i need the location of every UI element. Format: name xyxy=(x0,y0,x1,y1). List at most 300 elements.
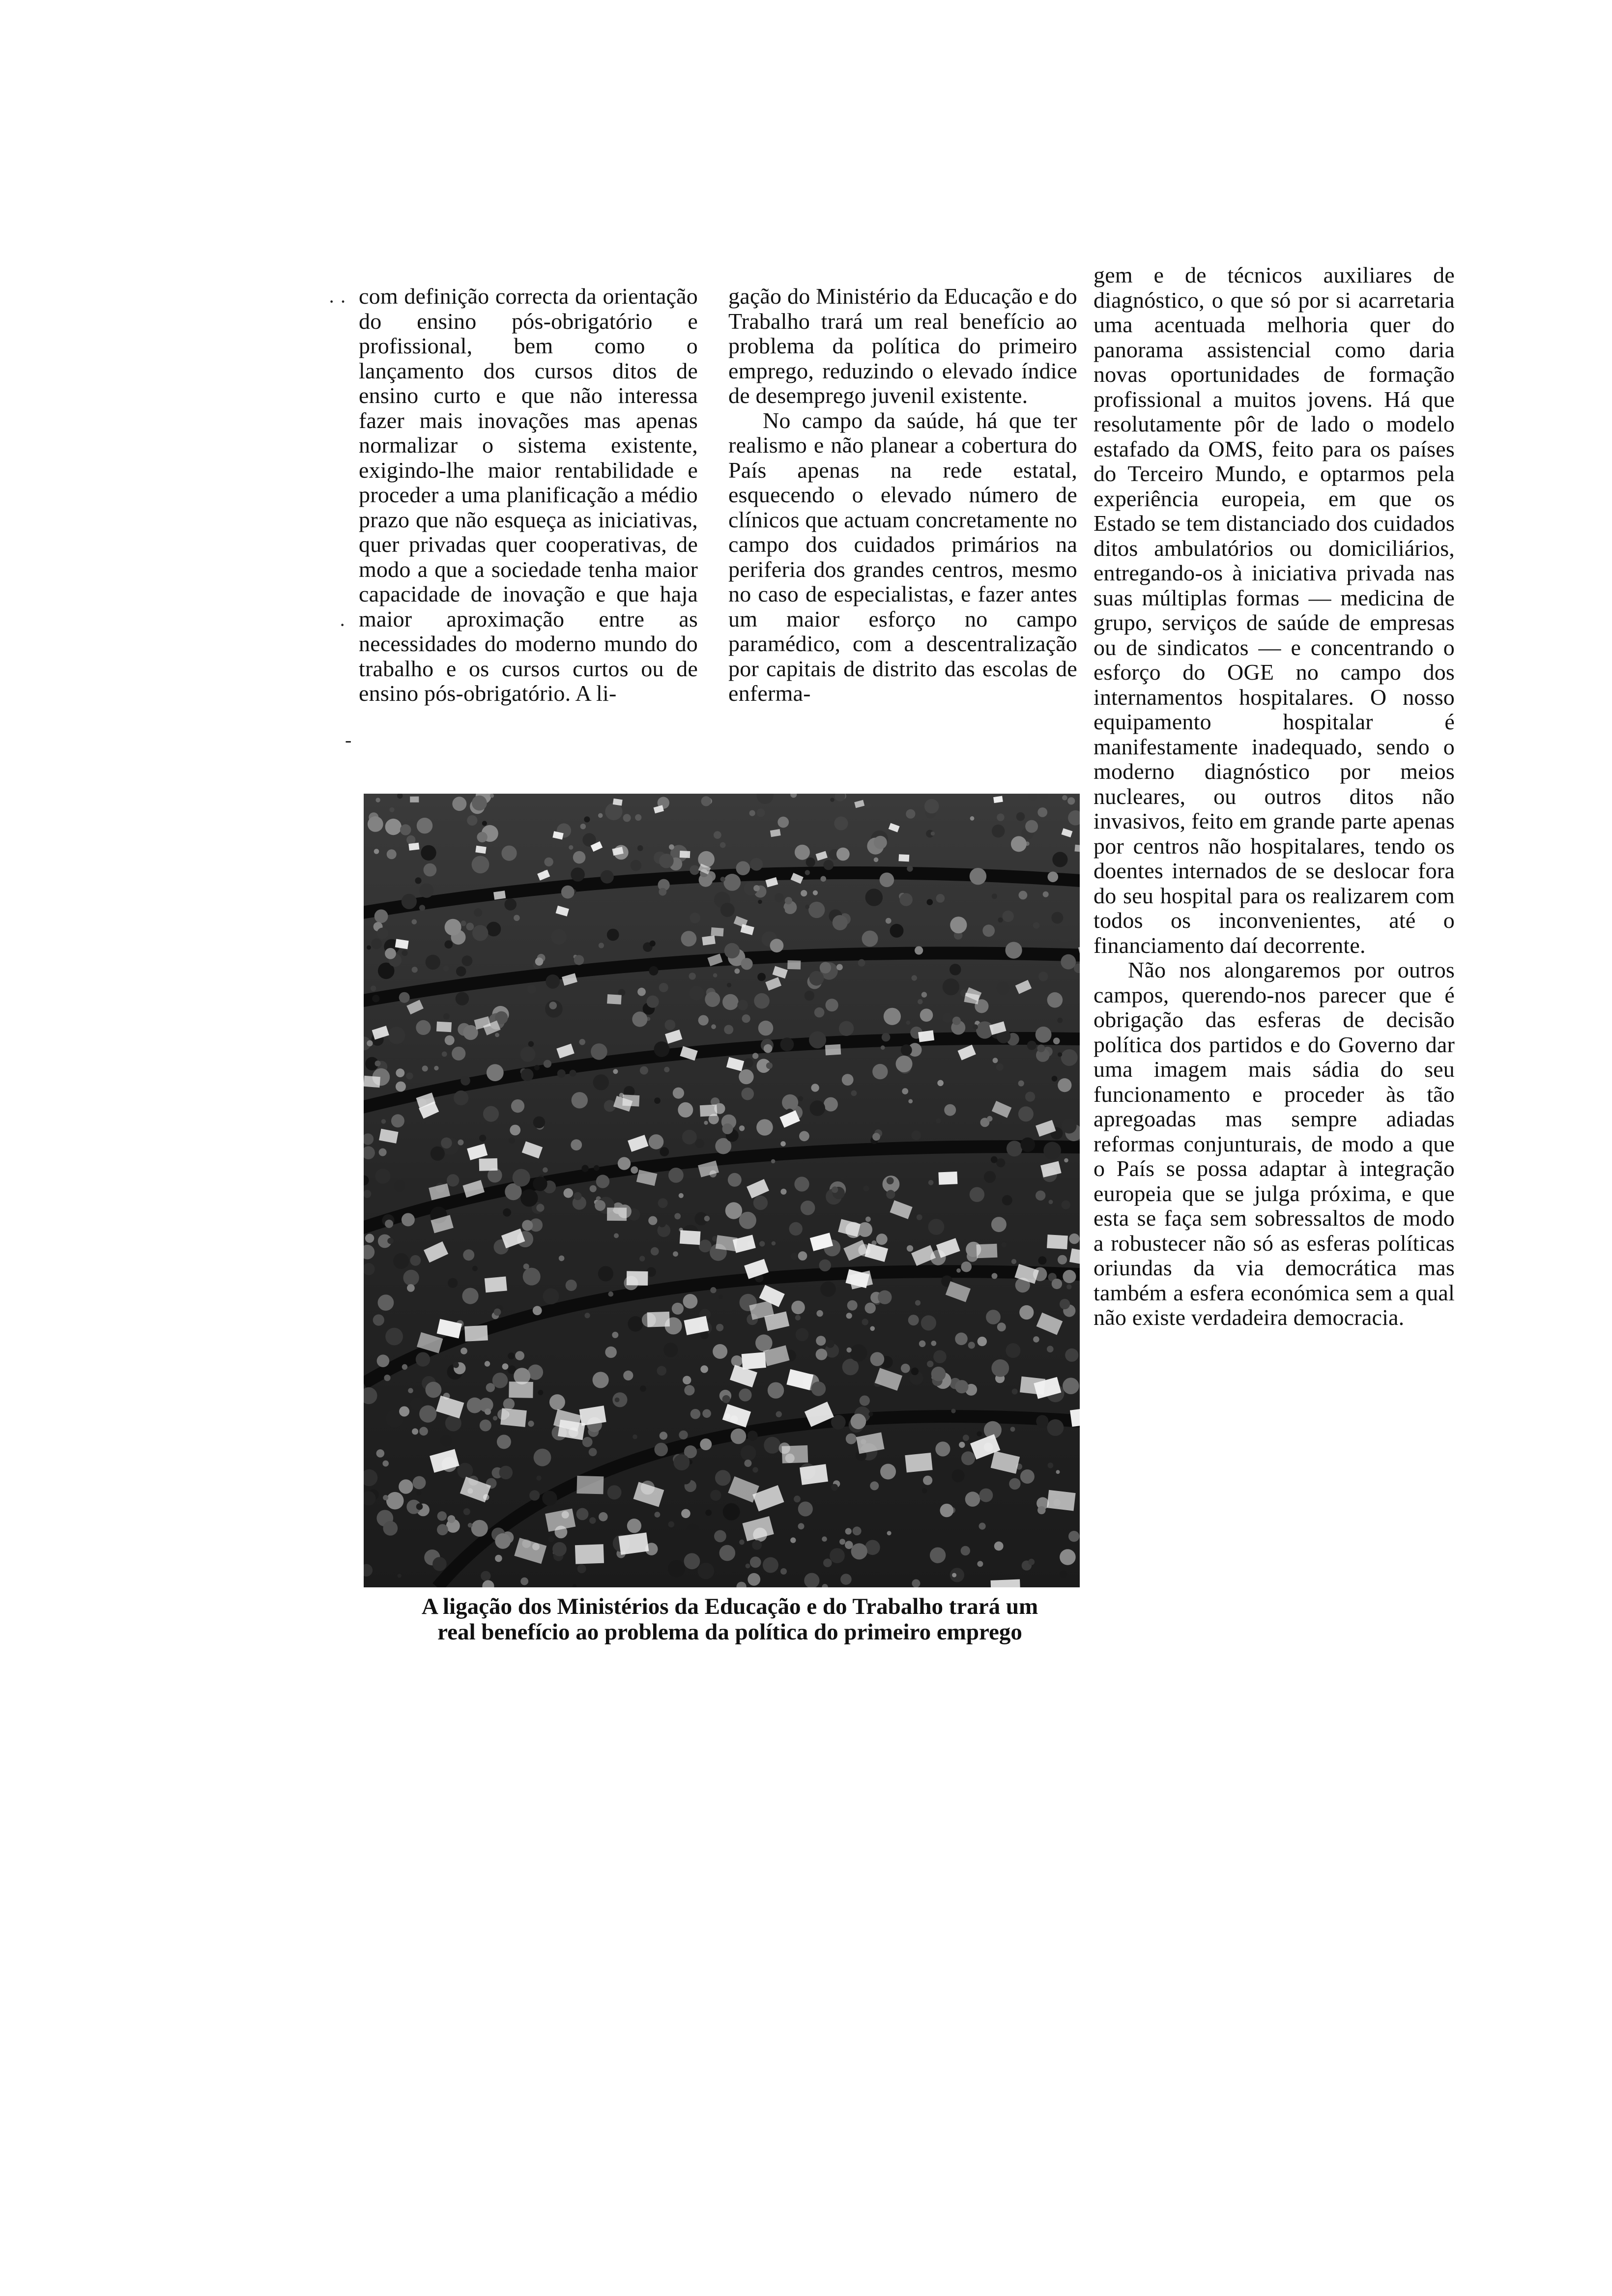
crowd-dot xyxy=(918,999,923,1004)
crowd-dot xyxy=(845,1541,853,1549)
crowd-dot xyxy=(992,893,997,899)
crowd-dot xyxy=(842,1074,854,1086)
crowd-dot xyxy=(385,819,402,835)
crowd-dot xyxy=(992,825,1005,838)
crowd-dot xyxy=(994,1542,1004,1551)
crowd-dot xyxy=(543,1288,559,1304)
crowd-dot xyxy=(453,1362,459,1368)
crowd-dot xyxy=(884,1008,901,1025)
crowd-dot xyxy=(368,816,383,832)
crowd-dot xyxy=(928,1180,934,1185)
crowd-dot xyxy=(467,815,477,826)
crowd-dot xyxy=(594,1165,600,1171)
exam-paper xyxy=(576,1476,604,1494)
crowd-dot xyxy=(955,1380,968,1393)
crowd-dot xyxy=(965,1492,980,1507)
crowd-dot xyxy=(714,831,721,839)
crowd-dot xyxy=(931,832,935,835)
crowd-dot xyxy=(961,1546,970,1555)
crowd-dot xyxy=(468,1523,473,1528)
crowd-dot xyxy=(388,1027,405,1044)
crowd-dot xyxy=(503,1398,515,1409)
crowd-dot xyxy=(623,814,631,822)
crowd-dot xyxy=(668,1560,685,1577)
crowd-dot xyxy=(549,1002,557,1009)
crowd-dot xyxy=(1058,1052,1062,1057)
crowd-dot xyxy=(851,1091,857,1096)
crowd-dot xyxy=(381,1119,386,1124)
crowd-dot xyxy=(731,1355,743,1367)
crowd-dot xyxy=(461,920,466,926)
crowd-dot xyxy=(442,1052,447,1057)
exam-paper xyxy=(905,1453,932,1472)
crowd-dot xyxy=(497,1435,511,1449)
crowd-dot xyxy=(1011,1259,1016,1264)
crowd-dot xyxy=(377,928,388,939)
crowd-dot xyxy=(399,992,410,1003)
crowd-dot xyxy=(534,1065,540,1070)
crowd-dot xyxy=(377,1354,390,1367)
crowd-dot xyxy=(950,964,961,976)
crowd-dot xyxy=(1019,1305,1034,1320)
crowd-dot xyxy=(927,1361,933,1367)
crowd-dot xyxy=(1018,1080,1024,1086)
exam-paper xyxy=(479,1158,498,1171)
crowd-dot xyxy=(673,1251,678,1257)
crowd-dot xyxy=(1062,1201,1070,1209)
crowd-dot xyxy=(1033,1336,1039,1343)
crowd-dot xyxy=(415,877,421,884)
crowd-dot xyxy=(654,1097,661,1104)
crowd-dot xyxy=(764,1044,773,1053)
crowd-dot xyxy=(422,1065,428,1071)
crowd-dot xyxy=(839,1172,847,1179)
crowd-dot xyxy=(664,1067,669,1072)
crowd-dot xyxy=(955,1333,968,1346)
crowd-dot xyxy=(431,1147,445,1161)
crowd-dot xyxy=(1065,1349,1078,1362)
photo-illustration xyxy=(364,794,1080,1587)
crowd-dot xyxy=(471,1520,488,1537)
crowd-dot xyxy=(631,860,642,871)
crowd-dot xyxy=(748,1573,760,1586)
crowd-dot xyxy=(416,1020,431,1035)
crowd-dot xyxy=(479,1135,486,1142)
crowd-dot xyxy=(650,941,656,947)
crowd-dot xyxy=(737,1000,748,1010)
crowd-dot xyxy=(687,1524,699,1537)
crowd-dot xyxy=(862,1319,868,1325)
article-column-2 xyxy=(728,284,1077,706)
crowd-dot xyxy=(951,1469,964,1482)
crowd-dot xyxy=(1058,1255,1067,1264)
crowd-dot xyxy=(757,973,766,981)
crowd-dot xyxy=(445,1035,455,1045)
crowd-dot xyxy=(581,1165,588,1172)
crowd-dot xyxy=(924,799,939,814)
exam-paper xyxy=(485,1276,507,1292)
crowd-dot xyxy=(935,1441,950,1456)
crowd-dot xyxy=(868,1412,873,1416)
crowd-dot xyxy=(865,889,883,906)
crowd-dot xyxy=(509,1137,515,1144)
crowd-dot xyxy=(878,1291,892,1304)
crowd-dot xyxy=(1069,1234,1079,1244)
crowd-dot xyxy=(1060,1299,1070,1309)
crowd-dot xyxy=(959,1442,965,1448)
crowd-dot xyxy=(996,1063,1004,1071)
crowd-dot xyxy=(805,870,810,875)
crowd-dot xyxy=(637,988,646,996)
crowd-dot xyxy=(375,798,380,802)
exam-paper xyxy=(509,1381,533,1398)
crowd-dot xyxy=(490,794,494,798)
crowd-dot xyxy=(552,1542,567,1556)
crowd-dot xyxy=(557,1069,566,1078)
crowd-dot xyxy=(715,1470,731,1486)
crowd-dot xyxy=(923,1476,932,1485)
crowd-dot xyxy=(775,893,784,902)
crowd-dot xyxy=(993,1058,998,1063)
crowd-dot xyxy=(920,1008,933,1022)
crowd-dot xyxy=(728,1173,742,1187)
crowd-dot xyxy=(734,969,740,974)
crowd-dot xyxy=(403,1270,419,1286)
crowd-dot xyxy=(396,1082,406,1092)
crowd-dot xyxy=(714,1530,726,1543)
crowd-dot xyxy=(936,894,945,903)
crowd-dot xyxy=(487,1064,504,1081)
crowd-dot xyxy=(387,849,397,859)
crowd-dot xyxy=(906,1021,910,1025)
crowd-dot xyxy=(876,1234,888,1245)
crowd-dot xyxy=(492,1373,508,1388)
crowd-dot xyxy=(481,1571,490,1581)
exam-paper xyxy=(800,1464,828,1485)
crowd-dot xyxy=(739,1540,745,1545)
crowd-dot xyxy=(654,1041,670,1057)
crowd-dot xyxy=(763,1557,778,1573)
crowd-dot xyxy=(534,1449,551,1466)
crowd-dot xyxy=(463,1508,470,1515)
news-photo-exam-hall xyxy=(364,794,1080,1587)
crowd-dot xyxy=(472,925,488,941)
crowd-dot xyxy=(527,985,536,994)
crowd-dot xyxy=(649,966,658,976)
crowd-dot xyxy=(463,1025,478,1040)
crowd-dot xyxy=(379,1148,387,1156)
crowd-dot xyxy=(720,903,735,917)
crowd-dot xyxy=(1048,1463,1054,1468)
crowd-dot xyxy=(846,1313,852,1319)
crowd-dot xyxy=(485,1408,491,1415)
crowd-dot xyxy=(970,816,975,821)
crowd-dot xyxy=(705,992,720,1007)
crowd-dot xyxy=(1051,912,1063,924)
crowd-dot xyxy=(561,886,575,899)
exam-paper xyxy=(993,796,1003,804)
crowd-dot xyxy=(1019,891,1028,900)
crowd-dot xyxy=(426,1382,442,1398)
crowd-dot xyxy=(872,1064,888,1079)
crowd-dot xyxy=(1049,1200,1053,1204)
crowd-dot xyxy=(432,1557,447,1571)
crowd-dot xyxy=(454,1091,468,1105)
crowd-dot xyxy=(991,1156,998,1163)
crowd-dot xyxy=(719,1294,723,1299)
crowd-dot xyxy=(654,1443,668,1457)
crowd-dot xyxy=(1062,795,1067,801)
crowd-dot xyxy=(724,1025,733,1034)
crowd-dot xyxy=(538,1390,543,1395)
crowd-dot xyxy=(591,1043,607,1060)
crowd-dot xyxy=(402,1364,407,1370)
crowd-dot xyxy=(830,1548,845,1563)
crowd-dot xyxy=(846,1348,851,1352)
crowd-dot xyxy=(699,1239,712,1252)
crowd-dot xyxy=(882,1033,891,1042)
crowd-dot xyxy=(823,1558,832,1567)
crowd-dot xyxy=(503,1208,511,1217)
crowd-dot xyxy=(402,950,407,956)
crowd-dot xyxy=(1021,1138,1036,1152)
crowd-dot xyxy=(456,966,466,976)
crowd-dot xyxy=(931,1367,946,1381)
crowd-dot xyxy=(951,1409,955,1413)
crowd-dot xyxy=(1061,1049,1078,1066)
crowd-dot xyxy=(1009,1478,1020,1490)
crowd-dot xyxy=(823,860,834,870)
crowd-dot xyxy=(865,1217,871,1222)
crowd-dot xyxy=(448,1278,458,1288)
crowd-dot xyxy=(698,1563,715,1579)
crowd-dot xyxy=(996,981,1009,995)
crowd-dot xyxy=(371,939,382,949)
crowd-dot xyxy=(383,1521,398,1536)
crowd-dot xyxy=(607,1485,622,1499)
crowd-dot xyxy=(681,931,697,947)
crowd-dot xyxy=(577,1564,586,1573)
crowd-dot xyxy=(371,986,376,991)
crowd-dot xyxy=(772,1241,776,1246)
crowd-dot xyxy=(785,897,792,904)
crowd-dot xyxy=(952,1573,956,1578)
crowd-dot xyxy=(794,1495,801,1502)
crowd-dot xyxy=(846,1434,857,1444)
crowd-dot xyxy=(408,1388,413,1393)
crowd-dot xyxy=(533,1177,547,1191)
crowd-dot xyxy=(690,986,704,1001)
crowd-dot xyxy=(741,958,752,970)
crowd-dot xyxy=(819,1260,831,1271)
exam-paper xyxy=(607,994,622,1004)
crowd-dot xyxy=(659,983,668,992)
crowd-dot xyxy=(402,894,417,909)
crowd-dot xyxy=(753,885,760,891)
crowd-dot xyxy=(672,1303,684,1315)
crowd-dot xyxy=(462,1288,478,1304)
crowd-dot xyxy=(461,1076,470,1086)
crowd-dot xyxy=(911,1130,921,1140)
crowd-dot xyxy=(689,973,696,979)
crowd-dot xyxy=(968,1342,975,1349)
crowd-dot xyxy=(1047,1419,1064,1436)
crowd-dot xyxy=(750,1556,761,1568)
crowd-dot xyxy=(1036,1027,1052,1043)
crowd-dot xyxy=(978,1337,987,1346)
crowd-dot xyxy=(801,1201,815,1215)
crowd-dot xyxy=(845,1528,852,1534)
crowd-dot xyxy=(858,959,865,967)
crowd-dot xyxy=(874,858,879,862)
exam-paper xyxy=(711,927,723,936)
crowd-dot xyxy=(544,1060,551,1068)
crowd-dot xyxy=(595,1200,605,1211)
crowd-dot xyxy=(384,1375,390,1381)
crowd-dot xyxy=(816,1310,823,1317)
crowd-dot xyxy=(970,1187,984,1202)
crowd-dot xyxy=(886,918,892,924)
crowd-dot xyxy=(739,1069,753,1084)
crowd-dot xyxy=(991,1359,1009,1377)
crowd-dot xyxy=(908,1315,919,1325)
crowd-dot xyxy=(755,1334,773,1351)
crowd-dot xyxy=(798,1523,805,1529)
crowd-dot xyxy=(546,975,560,989)
crowd-dot xyxy=(1037,1044,1045,1052)
crowd-dot xyxy=(579,1039,585,1045)
crowd-dot xyxy=(399,1479,413,1493)
crowd-dot xyxy=(551,929,567,945)
crowd-dot xyxy=(1027,1041,1036,1050)
crowd-dot xyxy=(472,1266,478,1271)
crowd-dot xyxy=(590,1185,597,1192)
crowd-dot xyxy=(529,1490,540,1500)
crowd-dot xyxy=(780,1037,794,1051)
crowd-dot xyxy=(396,1068,404,1077)
crowd-dot xyxy=(580,824,586,829)
crowd-dot xyxy=(736,861,750,875)
crowd-dot xyxy=(811,1084,819,1091)
crowd-dot xyxy=(984,1171,996,1183)
crowd-dot xyxy=(419,1406,436,1423)
crowd-dot xyxy=(902,1088,908,1094)
crowd-dot xyxy=(921,1315,936,1330)
crowd-dot xyxy=(520,1189,538,1207)
crowd-dot xyxy=(413,1476,426,1490)
crowd-dot xyxy=(593,1372,609,1388)
crowd-dot xyxy=(830,798,835,802)
exam-paper xyxy=(500,1408,527,1427)
crowd-dot xyxy=(521,1068,534,1081)
crowd-dot xyxy=(704,1121,708,1125)
crowd-dot xyxy=(992,1273,998,1279)
exam-paper xyxy=(627,1271,648,1285)
exam-paper xyxy=(1047,1490,1076,1511)
crowd-dot xyxy=(725,1202,742,1219)
crowd-dot xyxy=(1038,1256,1046,1264)
margin-mark: · · xyxy=(328,290,346,313)
crowd-dot xyxy=(1002,1242,1007,1247)
crowd-dot xyxy=(375,1169,391,1184)
crowd-dot xyxy=(840,1574,852,1585)
crowd-dot xyxy=(614,1233,619,1238)
crowd-dot xyxy=(811,1381,826,1396)
crowd-dot xyxy=(744,1058,753,1067)
article-paragraph: Não nos alongaremos por outros campos, querendo-nos parecer que é obrigação das esferas de decisão política dos partidos e do Governo dar uma imagem mais sádia do seu funcionamento e proceder às tão apregoadas mas sempre adiadas reformas conjunturais, de modo a que o País se possa adaptar à integração europeia que se julga próxima, e que esta se faça sem sobressaltos de modo a robustecer não só as esferas políticas oriundas da via democrática mas também a esfera económica sem a qual não existe verdadeira democracia. xyxy=(1094,957,1455,1330)
crowd-dot xyxy=(410,1255,421,1266)
crowd-dot xyxy=(742,1014,750,1023)
crowd-dot xyxy=(814,1007,825,1018)
crowd-dot xyxy=(944,1104,956,1116)
crowd-dot xyxy=(533,1306,542,1315)
photo-caption xyxy=(374,1594,1086,1645)
crowd-dot xyxy=(627,1519,641,1533)
crowd-dot xyxy=(467,1398,483,1413)
crowd-dot xyxy=(385,948,396,959)
article-column-1 xyxy=(359,284,698,706)
crowd-dot xyxy=(660,1432,667,1439)
crowd-dot xyxy=(623,1371,633,1380)
crowd-dot xyxy=(631,1166,638,1174)
crowd-dot xyxy=(795,1315,801,1320)
crowd-dot xyxy=(544,858,553,866)
crowd-dot xyxy=(678,1102,693,1118)
crowd-dot xyxy=(651,1247,659,1256)
crowd-dot xyxy=(722,994,739,1010)
crowd-dot xyxy=(930,1548,946,1563)
crowd-dot xyxy=(887,1531,892,1535)
crowd-dot xyxy=(598,813,603,818)
crowd-dot xyxy=(571,867,585,882)
crowd-dot xyxy=(922,1488,927,1493)
crowd-dot xyxy=(513,1169,530,1187)
crowd-dot xyxy=(373,1315,384,1326)
crowd-dot xyxy=(698,1015,709,1026)
crowd-dot xyxy=(684,1553,700,1569)
crowd-dot xyxy=(416,1503,423,1510)
crowd-dot xyxy=(836,964,843,971)
crowd-dot xyxy=(739,1212,756,1229)
crowd-dot xyxy=(495,1555,502,1562)
crowd-dot xyxy=(839,1021,854,1036)
crowd-dot xyxy=(702,1409,711,1418)
crowd-dot xyxy=(771,1159,776,1164)
crowd-dot xyxy=(589,1517,596,1523)
margin-mark: - xyxy=(345,729,352,751)
exam-paper xyxy=(475,846,486,854)
crowd-dot xyxy=(615,1398,620,1403)
crowd-dot xyxy=(691,1409,701,1419)
crowd-dot xyxy=(880,1464,896,1480)
crowd-dot xyxy=(598,1266,613,1281)
crowd-dot xyxy=(809,1031,826,1048)
crowd-dot xyxy=(472,856,489,873)
crowd-dot xyxy=(443,1013,450,1020)
exam-paper xyxy=(742,1352,766,1370)
crowd-dot xyxy=(801,890,807,896)
crowd-dot xyxy=(571,1139,582,1150)
crowd-dot xyxy=(389,807,394,812)
crowd-dot xyxy=(613,1069,618,1074)
exam-paper xyxy=(991,1579,1021,1587)
crowd-dot xyxy=(657,1366,666,1376)
crowd-dot xyxy=(826,1340,835,1348)
crowd-dot xyxy=(378,1294,394,1311)
exam-paper xyxy=(700,1104,718,1117)
crowd-dot xyxy=(996,1158,1005,1167)
crowd-dot xyxy=(495,1533,511,1549)
